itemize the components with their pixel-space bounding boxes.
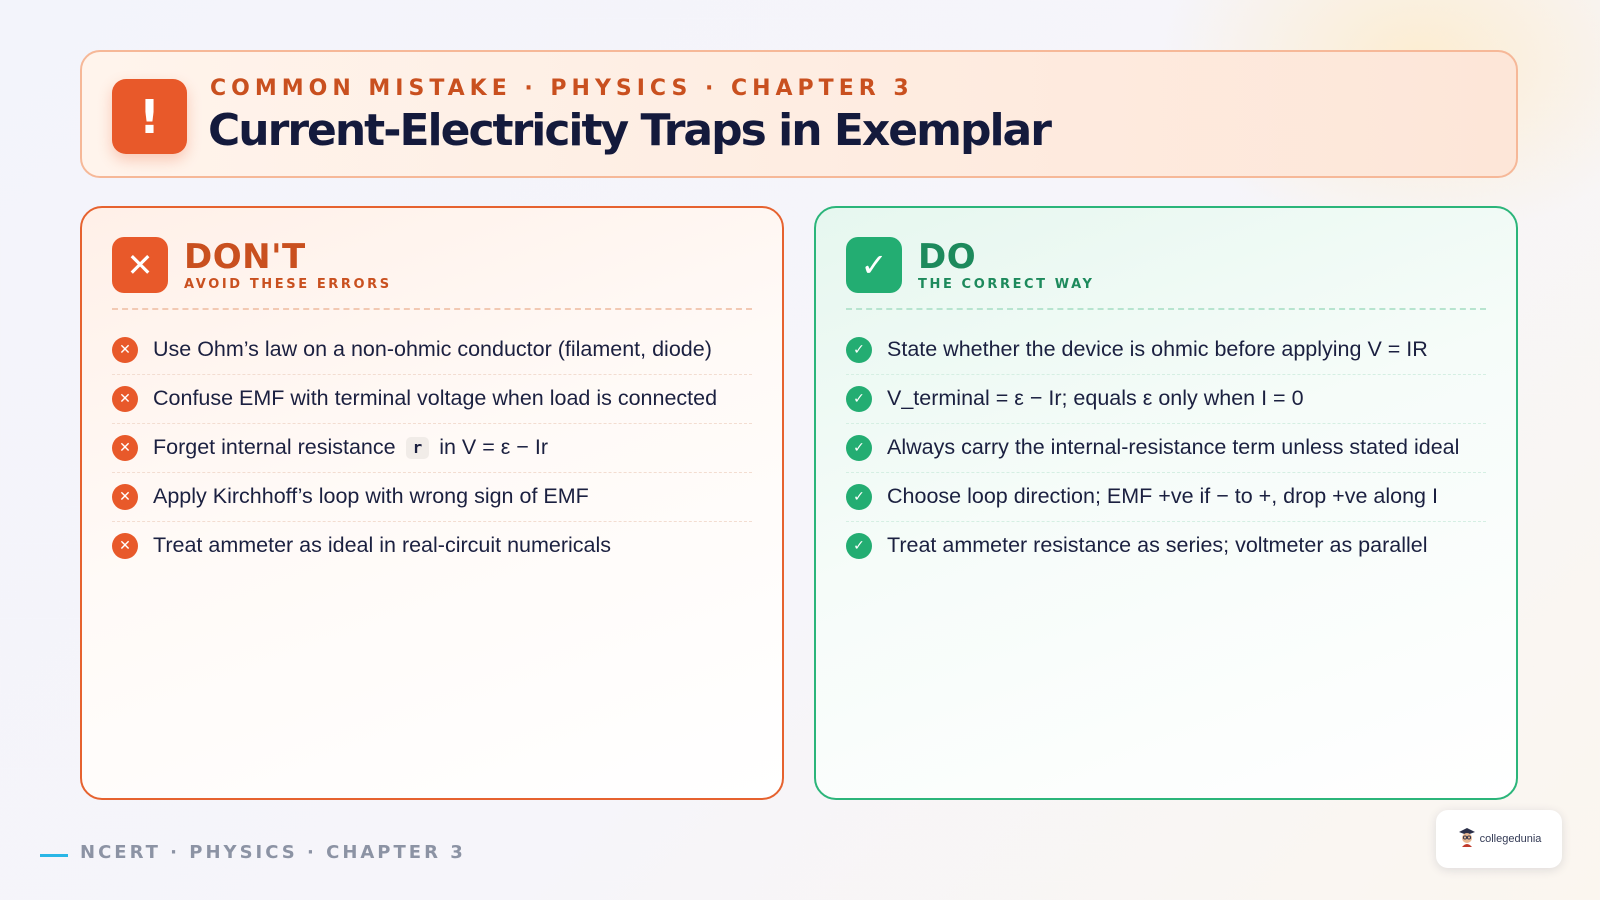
dont-item — [112, 473, 752, 522]
dont-item — [112, 326, 752, 375]
check-circle-icon: ✓ — [846, 337, 872, 363]
eyebrow-label: COMMON MISTAKE · PHYSICS · CHAPTER 3 — [210, 76, 914, 101]
code-chip: r — [406, 437, 430, 459]
do-panel-subtitle: THE CORRECT WAY — [918, 276, 1095, 292]
do-item-text: V_terminal = ε − Ir; equals ε only when I = 0 — [887, 386, 1304, 410]
dont-item — [112, 424, 752, 473]
mascot-icon — [1457, 826, 1477, 853]
dont-item-text: Apply Kirchhoff’s loop with wrong sign of EMF — [153, 484, 589, 508]
do-panel-header — [846, 236, 1486, 310]
do-item — [846, 375, 1486, 424]
dont-item-text-after: in V = ε − Ir — [439, 435, 548, 459]
x-circle-icon: ✕ — [112, 484, 138, 510]
check-circle-icon: ✓ — [846, 484, 872, 510]
exclamation-icon: ! — [112, 79, 187, 154]
check-circle-icon: ✓ — [846, 386, 872, 412]
check-icon: ✓ — [846, 237, 902, 293]
page-title: Current-Electricity Traps in Exemplar — [208, 105, 1050, 156]
do-panel-heading — [918, 236, 1095, 292]
footer-accent-line — [40, 854, 68, 857]
dont-list — [112, 326, 752, 570]
x-circle-icon: ✕ — [112, 533, 138, 559]
dont-item-text: Confuse EMF with terminal voltage when load is connected — [153, 386, 718, 410]
dont-item-text: Use Ohm’s law on a non-ohmic conductor (filament, diode) — [153, 337, 712, 361]
dont-item-text-before: Forget internal resistance — [153, 435, 396, 459]
do-item-text: Choose loop direction; EMF +ve if − to +, drop +ve along I — [887, 484, 1438, 508]
dont-panel-title: DON'T — [184, 236, 306, 277]
dont-panel-header — [112, 236, 752, 310]
check-circle-icon: ✓ — [846, 533, 872, 559]
x-icon: ✕ — [112, 237, 168, 293]
x-circle-icon: ✕ — [112, 435, 138, 461]
dont-item — [112, 522, 752, 570]
dont-item-text: Treat ammeter as ideal in real-circuit numericals — [153, 533, 612, 557]
collegedunia-logo — [1457, 826, 1542, 853]
do-item-text: State whether the device is ohmic before applying V = IR — [887, 337, 1428, 361]
dont-item-text — [153, 434, 548, 461]
footer-label: NCERT · PHYSICS · CHAPTER 3 — [80, 842, 466, 863]
do-panel — [814, 206, 1518, 800]
do-item — [846, 326, 1486, 375]
dont-panel-subtitle: AVOID THESE ERRORS — [184, 276, 392, 292]
do-item — [846, 522, 1486, 570]
do-panel-title: DO — [918, 236, 977, 277]
dont-item — [112, 375, 752, 424]
x-circle-icon: ✕ — [112, 386, 138, 412]
dont-panel — [80, 206, 784, 800]
do-item-text: Treat ammeter resistance as series; voltmeter as parallel — [887, 533, 1428, 557]
check-circle-icon: ✓ — [846, 435, 872, 461]
brand-name: collegedunia — [1479, 833, 1542, 845]
do-item-text: Always carry the internal-resistance term unless stated ideal — [887, 435, 1460, 459]
do-item — [846, 424, 1486, 473]
do-item — [846, 473, 1486, 522]
do-list — [846, 326, 1486, 570]
brand-logo-card[interactable] — [1436, 810, 1562, 868]
header-card — [80, 50, 1518, 178]
x-circle-icon: ✕ — [112, 337, 138, 363]
dont-panel-heading — [184, 236, 392, 292]
